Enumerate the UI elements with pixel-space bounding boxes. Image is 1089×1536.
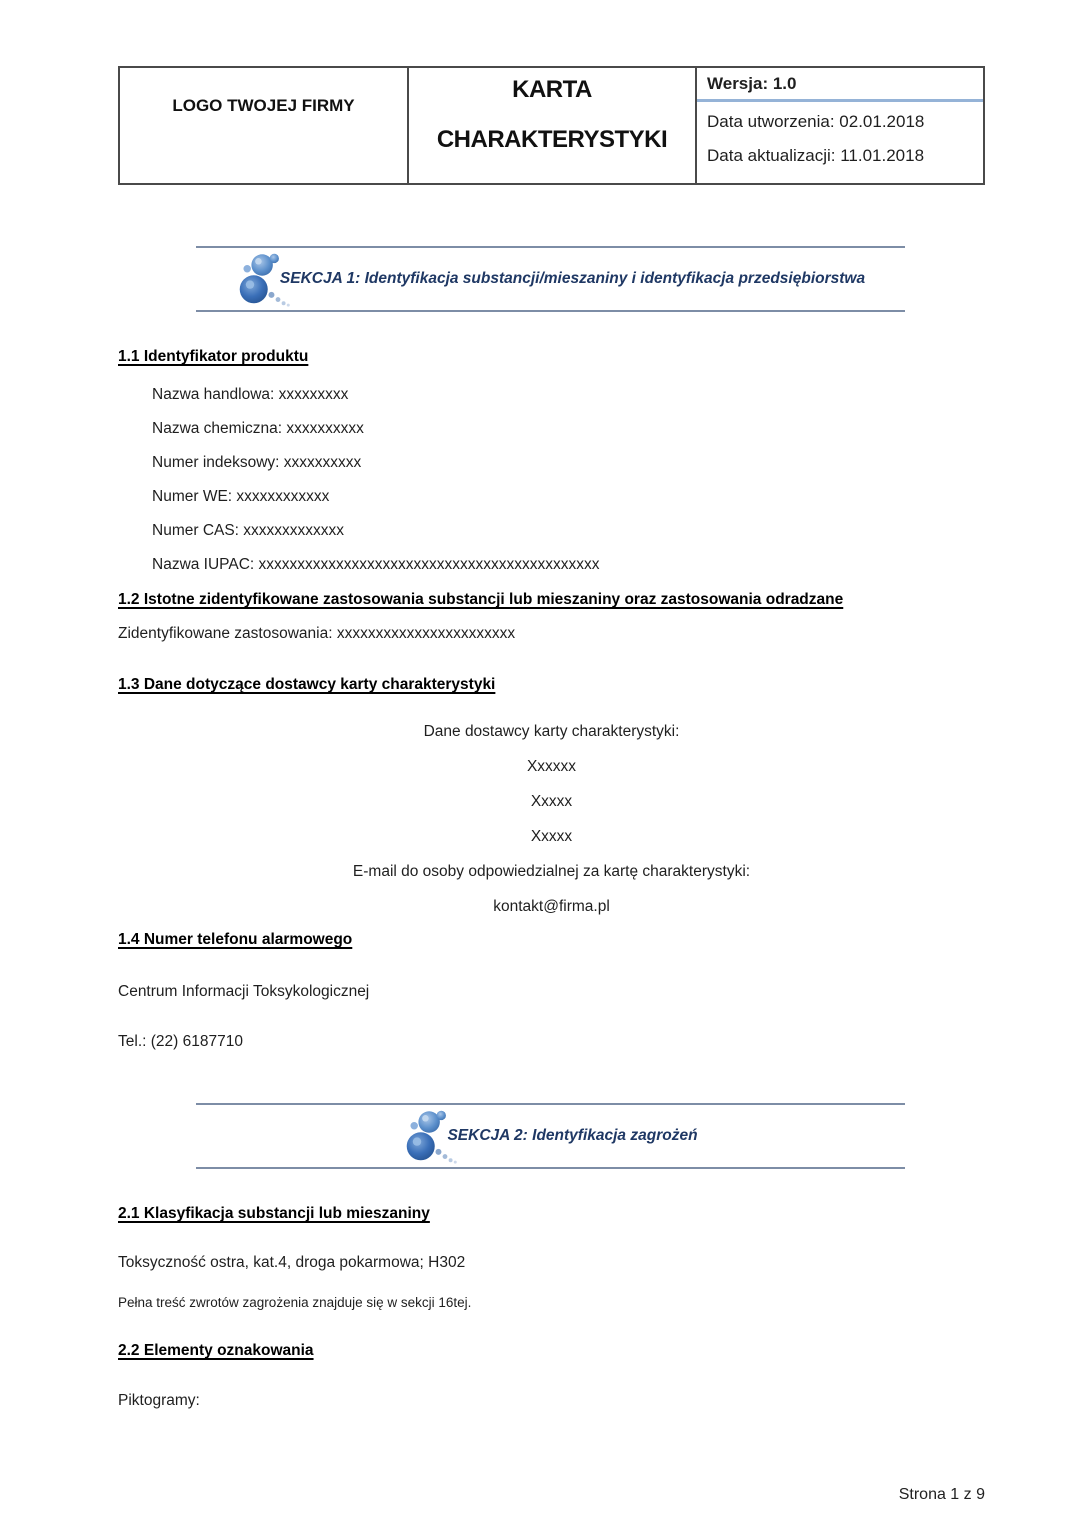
email-label: E-mail do osoby odpowiedzialnej za kartę charakterystyki: bbox=[352, 863, 751, 880]
emergency-phone: Tel.: (22) 6187710 bbox=[118, 1033, 243, 1050]
field-trade-name: Nazwa handlowa: xxxxxxxxx bbox=[152, 386, 349, 403]
page-number: Strona 1 z 9 bbox=[898, 1486, 985, 1503]
heading-1-2 bbox=[118, 590, 985, 610]
meta-cell bbox=[695, 68, 983, 183]
classification-text: Toksyczność ostra, kat.4, droga pokarmowa; H302 bbox=[118, 1254, 466, 1271]
field-we-number: Numer WE: xxxxxxxxxxxx bbox=[152, 488, 330, 505]
email-address: kontakt@firma.pl bbox=[493, 898, 610, 915]
heading-1-2-text: 1.2 Istotne zidentyfikowane zastosowania substancji lub mieszaniny oraz zastosowania odradzane bbox=[118, 591, 844, 608]
supplier-line-3: Xxxxx bbox=[530, 828, 573, 845]
hazard-note: Pełna treść zwrotów zagrożenia znajduje się w sekcji 16tej. bbox=[118, 1295, 472, 1310]
doc-title-line2: CHARAKTERYSTYKI bbox=[436, 126, 668, 153]
supplier-heading: Dane dostawcy karty charakterystyki: bbox=[423, 723, 680, 740]
field-chemical-name: Nazwa chemiczna: xxxxxxxxxx bbox=[152, 420, 364, 437]
supplier-line-1: Xxxxxx bbox=[526, 758, 577, 775]
section2-header-inner bbox=[403, 1106, 697, 1166]
field-cas-number: Numer CAS: xxxxxxxxxxxxx bbox=[152, 522, 345, 539]
title-cell bbox=[407, 68, 695, 183]
heading-2-2 bbox=[118, 1341, 985, 1361]
heading-1-4-text: 1.4 Numer telefonu alarmowego bbox=[118, 931, 353, 948]
field-index-number: Numer indeksowy: xxxxxxxxxx bbox=[152, 454, 362, 471]
supplier-line-2: Xxxxx bbox=[530, 793, 573, 810]
section1-title: SEKCJA 1: Identyfikacja substancji/mieszaniny i identyfikacja przedsiębiorstwa bbox=[279, 270, 866, 287]
version-label: Wersja: 1.0 bbox=[697, 68, 983, 102]
section2-title: SEKCJA 2: Identyfikacja zagrożeń bbox=[447, 1127, 698, 1144]
heading-2-1 bbox=[118, 1204, 985, 1224]
heading-2-2-text: 2.2 Elementy oznakowania bbox=[118, 1342, 314, 1359]
heading-1-3 bbox=[118, 675, 985, 695]
heading-1-1 bbox=[118, 347, 985, 367]
company-logo-text: LOGO TWOJEJ FIRMY bbox=[172, 96, 355, 115]
updated-date: Data aktualizacji: 11.01.2018 bbox=[707, 146, 925, 165]
created-date: Data utworzenia: 02.01.2018 bbox=[707, 112, 925, 131]
doc-title-line1: KARTA bbox=[512, 76, 592, 103]
section1-header-band bbox=[196, 246, 905, 312]
pictograms-label: Piktogramy: bbox=[118, 1392, 200, 1409]
section1-header-inner bbox=[236, 249, 865, 309]
heading-1-4 bbox=[118, 930, 985, 950]
header-table bbox=[118, 66, 985, 185]
identified-uses: Zidentyfikowane zastosowania: xxxxxxxxxxxxxxxxxxxxxxx bbox=[118, 625, 516, 642]
heading-2-1-text: 2.1 Klasyfikacja substancji lub mieszaniny bbox=[118, 1205, 430, 1222]
section2-header-band bbox=[196, 1103, 905, 1169]
document-content bbox=[118, 0, 985, 1411]
heading-1-1-text: 1.1 Identyfikator produktu bbox=[118, 348, 309, 365]
field-iupac-name: Nazwa IUPAC: xxxxxxxxxxxxxxxxxxxxxxxxxxxxxxxxxxxxxxxxxxxx bbox=[152, 556, 600, 573]
logo-cell bbox=[120, 68, 407, 183]
toxicology-center: Centrum Informacji Toksykologicznej bbox=[118, 983, 370, 1000]
heading-1-3-text: 1.3 Dane dotyczące dostawcy karty charakterystyki bbox=[118, 676, 496, 693]
